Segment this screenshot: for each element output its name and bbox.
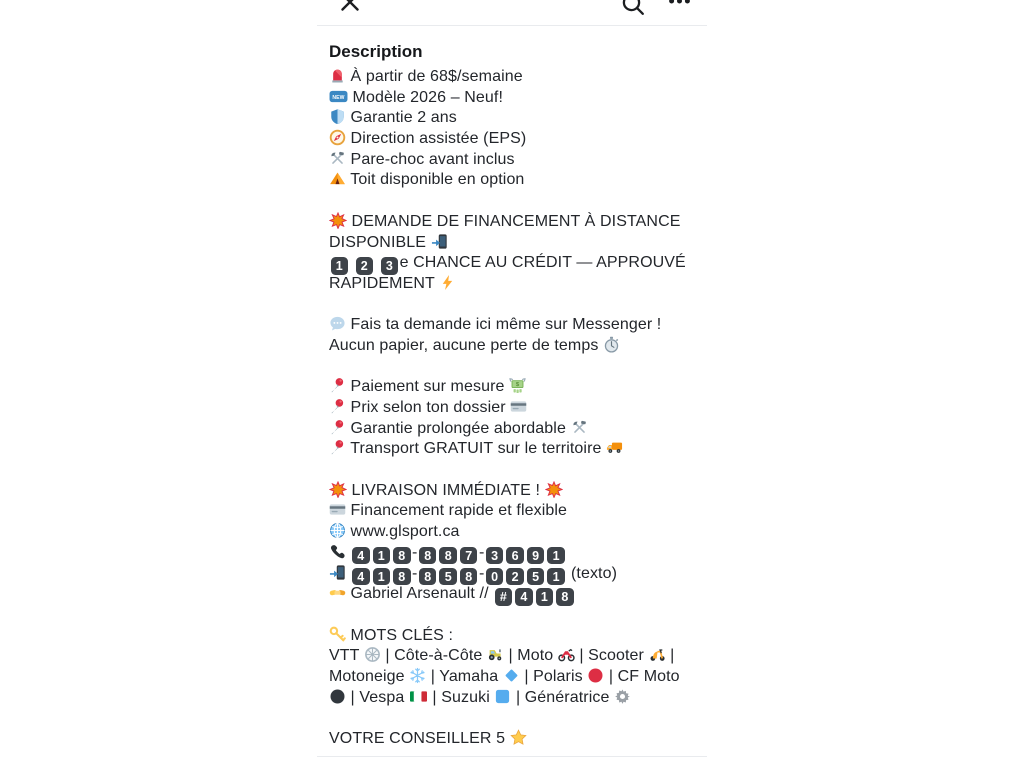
description-text [329, 67, 697, 750]
hammer-and-pick-icon [571, 419, 588, 436]
delivery-truck-icon [606, 439, 623, 456]
svg-text:NEW: NEW [332, 94, 345, 101]
text-run: Garantie prolongée abordable [346, 419, 571, 437]
rotating-light-icon [329, 67, 346, 84]
keycap-1: 1 [373, 547, 391, 565]
text-run: Financement rapide et flexible [346, 502, 567, 520]
text-run: VTT [329, 647, 364, 665]
description-line [329, 522, 697, 543]
description-line [329, 212, 697, 233]
collision-icon [545, 481, 563, 498]
text-run: Paiement sur mesure [346, 378, 510, 396]
gear-icon [614, 688, 631, 705]
collision-icon [329, 212, 347, 229]
text-run: Direction assistée (EPS) [346, 130, 527, 148]
tent-icon [329, 170, 346, 187]
keycap-8: 8 [439, 547, 457, 565]
italy-flag-icon [409, 688, 428, 705]
description-line [329, 67, 697, 88]
keycap-3: 3 [381, 257, 399, 275]
text-run: - [478, 564, 485, 582]
description-line [329, 584, 697, 605]
text-run: Aucun papier, aucune perte de temps [329, 336, 604, 354]
blue-square-icon [494, 688, 511, 705]
shield-icon [329, 108, 346, 125]
text-run: - [478, 543, 485, 561]
snowflake-icon [409, 667, 426, 684]
text-run: MOTS CLÉS : [346, 626, 453, 644]
description-line [329, 170, 697, 191]
description-line [329, 564, 697, 585]
more-options-button[interactable] [668, 0, 691, 5]
close-button[interactable] [338, 0, 362, 14]
keycap-6: 6 [506, 547, 524, 565]
keycap-1: 1 [373, 568, 391, 586]
keycap-8: 8 [393, 568, 411, 586]
keycap-1: 1 [547, 568, 565, 586]
motorcycle-icon [558, 646, 575, 663]
description-line [329, 108, 697, 129]
description-line [329, 233, 697, 254]
keycap-8: 8 [556, 588, 574, 606]
description-paragraph [329, 212, 697, 295]
description-line [329, 646, 697, 667]
text-run: | Yamaha [426, 667, 503, 685]
lightning-icon [439, 274, 456, 291]
keycap-5: 5 [439, 568, 457, 586]
text-run: Transport GRATUIT sur le territoire [346, 440, 607, 458]
new-button-icon [329, 88, 348, 105]
svg-text:$: $ [515, 382, 520, 389]
text-run [375, 254, 380, 271]
text-run: Prix selon ton dossier [346, 399, 511, 416]
description-line [329, 626, 697, 647]
handshake-icon [329, 584, 346, 601]
search-icon [620, 0, 646, 17]
keycap-4: 4 [352, 568, 370, 586]
close-icon [338, 0, 362, 14]
description-line [329, 543, 697, 564]
description-paragraph [329, 67, 697, 191]
text-run: | Suzuki [427, 688, 495, 706]
text-run: VOTRE CONSEILLER 5 [329, 730, 510, 747]
description-line [329, 129, 697, 150]
text-run: Pare-choc avant inclus [346, 150, 515, 168]
keycap-4: 4 [352, 547, 370, 565]
text-run: LIVRAISON IMMÉDIATE ! [347, 481, 545, 499]
text-run: Motoneige [329, 667, 410, 685]
credit-card-icon [329, 501, 346, 518]
star-icon [510, 729, 527, 746]
description-line [329, 398, 697, 419]
text-run: Gabriel Arsenault // [346, 585, 494, 603]
keycap-3: 3 [486, 547, 504, 565]
hammer-and-pick-icon [329, 150, 346, 167]
text-run: e CHANCE AU CRÉDIT — APPROUVÉ [399, 254, 686, 272]
description-section [317, 42, 707, 750]
description-line [329, 481, 697, 502]
scooter-icon [649, 646, 666, 663]
keycap-8: 8 [393, 547, 411, 565]
top-bar [317, 0, 707, 26]
pushpin-icon [329, 377, 346, 394]
text-run [346, 544, 351, 561]
mobile-phone-arrow-icon [431, 233, 448, 250]
description-line [329, 150, 697, 171]
keycap-1: 1 [547, 547, 565, 565]
keycap-hash: # [495, 588, 513, 606]
description-line [329, 729, 697, 750]
blue-diamond-icon [503, 667, 520, 684]
collision-icon [329, 481, 347, 498]
text-run: Toit disponible en option [346, 171, 525, 189]
description-line [329, 667, 697, 688]
black-circle-icon [329, 688, 346, 705]
key-icon [329, 626, 346, 643]
description-line [329, 439, 697, 460]
text-run: Garantie 2 ans [346, 109, 457, 127]
text-run: | Scooter [574, 647, 649, 665]
stopwatch-icon [603, 336, 620, 353]
keycap-1: 1 [331, 257, 349, 275]
description-line [329, 377, 697, 398]
description-paragraph [329, 315, 697, 356]
keycap-2: 2 [356, 257, 374, 275]
keycap-8: 8 [460, 568, 478, 586]
credit-card-icon [510, 398, 527, 415]
keycap-4: 4 [515, 588, 533, 606]
description-paragraph [329, 626, 697, 709]
description-paragraph [329, 377, 697, 460]
text-run: (texto) [566, 564, 618, 582]
listing-description-screen [317, 0, 707, 768]
section-divider [317, 756, 707, 757]
text-run: | Côte-à-Côte [380, 647, 487, 665]
description-line [329, 501, 697, 522]
text-run: À partir de 68$/semaine [346, 68, 523, 85]
text-run: www.glsport.ca [346, 523, 460, 541]
text-run: | Moto [503, 647, 558, 665]
description-line [329, 88, 697, 109]
keycap-2: 2 [506, 568, 524, 586]
text-run: - [412, 564, 418, 582]
description-line [329, 336, 697, 357]
keycap-5: 5 [527, 568, 545, 586]
pushpin-icon [329, 398, 346, 415]
description-line [329, 253, 697, 274]
speech-balloon-icon [329, 315, 346, 332]
description-line [329, 419, 697, 440]
text-run [346, 565, 351, 582]
text-run: Modèle 2026 – Neuf! [348, 88, 503, 106]
keycap-8: 8 [419, 568, 437, 586]
mobile-phone-arrow-icon [329, 564, 346, 581]
money-with-wings-icon [509, 377, 526, 394]
text-run: - [412, 543, 418, 561]
pushpin-icon [329, 419, 346, 436]
text-run: | Vespa [346, 688, 409, 706]
pushpin-icon [329, 439, 346, 456]
description-paragraph [329, 481, 697, 605]
keycap-1: 1 [536, 588, 554, 606]
search-button[interactable] [620, 0, 646, 17]
text-run: DISPONIBLE [329, 233, 431, 251]
globe-icon [329, 522, 346, 539]
text-run: DEMANDE DE FINANCEMENT À DISTANCE [347, 212, 681, 230]
keycap-8: 8 [419, 547, 437, 565]
compass-icon [329, 129, 346, 146]
phone-receiver-icon [329, 543, 346, 560]
text-run: | CF Moto [604, 667, 680, 685]
text-run: | Polaris [519, 667, 588, 685]
description-line [329, 315, 697, 336]
tractor-icon [487, 646, 504, 663]
keycap-0: 0 [486, 568, 504, 586]
text-run [350, 254, 355, 271]
more-horizontal-icon [668, 0, 691, 5]
text-run: Fais ta demande ici même sur Messenger ! [346, 316, 662, 334]
text-run: RAPIDEMENT [329, 274, 440, 292]
description-line [329, 274, 697, 295]
keycap-7: 7 [460, 547, 478, 565]
text-run: | [665, 647, 675, 665]
description-heading: Description [329, 42, 423, 61]
description-paragraph [329, 729, 697, 750]
description-line [329, 688, 697, 709]
red-circle-icon [587, 667, 604, 684]
wheel-icon [364, 646, 381, 663]
text-run: | Génératrice [511, 688, 614, 706]
keycap-9: 9 [527, 547, 545, 565]
